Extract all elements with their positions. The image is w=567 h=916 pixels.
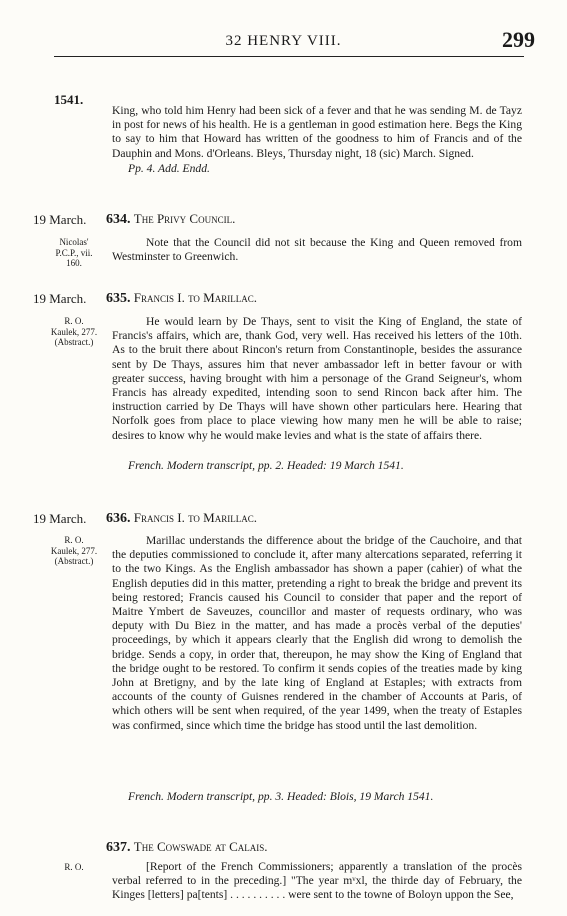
entry-634-heading bbox=[106, 211, 235, 228]
entry-636-title: Francis I. to Marillac. bbox=[133, 510, 257, 525]
entry-634-title: The Privy Council. bbox=[133, 211, 236, 226]
entry-637-margin: R. O. bbox=[64, 862, 84, 872]
entry-636-margin: R. O. Kaulek, 277. (Abstract.) bbox=[50, 535, 98, 566]
entry-636-number: 636. bbox=[106, 511, 131, 526]
running-title: 32 HENRY VIII. bbox=[225, 33, 342, 49]
entry-637-number: 637. bbox=[106, 840, 131, 855]
entry-635-note: French. Modern transcript, pp. 2. Headed: 19 March 1541. bbox=[128, 459, 404, 472]
entry-635-body: He would learn by De Thays, sent to visit the King of England, the state of Francis's affairs, which are, thank God, very well. Has received his letters of the 10th. As to the bruit there about Rincon's return from Constantinople, besides the assurance sent by De Thays, assures him that never ambassador left in better favour or with greater success, having brought with him a personage of the Grand Seigneur's, whom Francis has already expedited, intending soon to send Rincon back after him. The instruction carried by De Thays will have shown other particulars here. Hearing that Norfolk goes from place to place viewing how many men he will be able to raise; desires to know why he would make levies and what is the state of affairs there. bbox=[112, 315, 522, 442]
entry-635-number: 635. bbox=[106, 291, 131, 306]
entry-635-date: 19 March. bbox=[33, 291, 87, 306]
entry-637-heading bbox=[106, 839, 268, 856]
continuation-paragraph: King, who told him Henry had been sick of a fever and that he was sending M. de Tayz in post for news of his health. He is a gentleman in good estimation here. Begs the King to say to him that Howard has written of the goodness to him of Francis and of the Dauphin and Mons. d'Orleans. Bleys, Thursday night, 18 (sic) March. Signed. bbox=[112, 104, 522, 160]
entry-636-note: French. Modern transcript, pp. 3. Headed: Blois, 19 March 1541. bbox=[128, 790, 434, 803]
entry-634-number: 634. bbox=[106, 212, 131, 227]
entry-634-margin: Nicolas' P.C.P., vii. 160. bbox=[55, 237, 93, 268]
entry-634-date: 19 March. bbox=[33, 212, 87, 227]
entry-635-title: Francis I. to Marillac. bbox=[133, 290, 257, 305]
year-label: 1541. bbox=[54, 92, 84, 107]
entry-635-heading bbox=[106, 290, 257, 307]
entry-637-body: [Report of the French Commissioners; apparently a translation of the procès verbal referred to in the preceding.] "The year mᵛxl, the thirde day of February, the Kinges [letters] pa[tents] . . . . . . . . . . were sent to the towne of Boloyn uppon the See, bbox=[112, 860, 522, 902]
entry-635-margin: R. O. Kaulek, 277. (Abstract.) bbox=[50, 316, 98, 347]
entry-637-title: The Cowswade at Calais. bbox=[133, 839, 268, 854]
header-rule bbox=[54, 56, 524, 57]
entry-636-heading bbox=[106, 510, 257, 527]
page-number: 299 bbox=[502, 27, 535, 52]
entry-636-date: 19 March. bbox=[33, 511, 87, 526]
entry-636-body: Marillac understands the difference about the bridge of the Cauchoire, and that the deputies commissioned to conclude it, after many altercations separated, referring it to the two Kings. As the English ambassador has shown a paper (cahier) of what the English deputies did in this matter, pretending a right to break the bridge and prevent its being restored; Francis caused his Council to consider that paper and the report of Maitre Ymbert de Saveuzes, councillor and master of requests ordinary, who was deputy with Du Biez in the matter, and has made a procès verbal of the deputies' proceedings, by which it appears clearly that the English did wrong to demolish the bridge. Sends a copy, in order that, thereupon, he may show the King of England that the bridge ought to be restored. To confirm it sends copies of the treaties made by king John at Bretigny, and by the late king of England at Estaples; with extracts from accounts of the county of Guisnes rendered in the chamber of Accounts at Paris, of which others will be sent when required, of the year 1499, when the treaty of Estaples was confirmed, since which time the bridge has stood until the last demolition. bbox=[112, 534, 522, 732]
entry-634-body: Note that the Council did not sit because the King and Queen removed from Westminster to Greenwich. bbox=[112, 236, 522, 264]
continuation-note: Pp. 4. Add. Endd. bbox=[128, 162, 210, 175]
